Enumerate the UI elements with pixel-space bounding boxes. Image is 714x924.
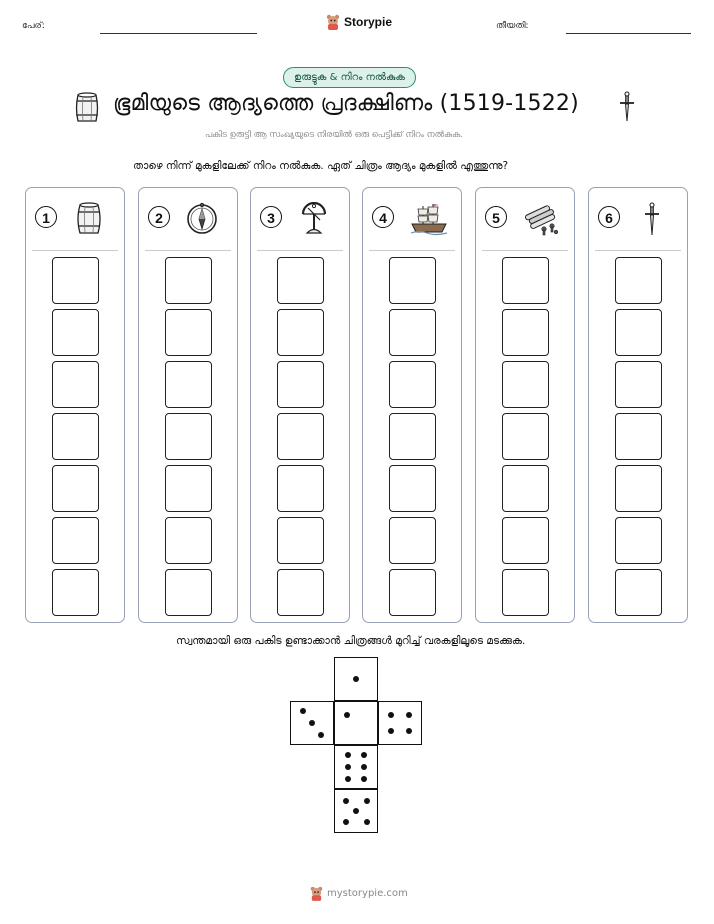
color-box[interactable] — [389, 465, 436, 512]
die-pip — [345, 764, 351, 770]
column-header — [589, 188, 687, 250]
column-divider — [595, 250, 681, 251]
cinnamon-cloves-icon — [522, 202, 556, 236]
die-face-bottom — [334, 789, 378, 833]
die-face-top — [334, 657, 378, 701]
color-box[interactable] — [52, 413, 99, 460]
color-box[interactable] — [615, 309, 662, 356]
color-box[interactable] — [165, 413, 212, 460]
column-4 — [362, 187, 462, 623]
die-pip — [343, 819, 349, 825]
color-box[interactable] — [277, 517, 324, 564]
color-box[interactable] — [52, 465, 99, 512]
die-pip — [364, 819, 370, 825]
die-pip — [388, 728, 394, 734]
die-pip — [361, 776, 367, 782]
column-5 — [475, 187, 575, 623]
color-box[interactable] — [502, 413, 549, 460]
title-barrel-icon — [74, 92, 100, 128]
dagger-icon — [635, 202, 669, 236]
die-pip — [345, 776, 351, 782]
column-header — [476, 188, 574, 250]
activity-type-badge: ഉരുട്ടുക & നിറം നൽകുക — [283, 67, 416, 88]
die-face-lower — [334, 745, 378, 789]
color-box[interactable] — [165, 569, 212, 616]
die-pip — [309, 720, 315, 726]
die-face-left — [290, 701, 334, 745]
color-box[interactable] — [52, 569, 99, 616]
column-header — [363, 188, 461, 250]
color-box[interactable] — [277, 465, 324, 512]
bear-mascot-icon — [310, 886, 323, 901]
column-divider — [257, 250, 343, 251]
color-box[interactable] — [615, 517, 662, 564]
color-box[interactable] — [502, 361, 549, 408]
footer-url[interactable]: mystorypie.com — [327, 888, 408, 899]
name-label: പേര്: — [22, 21, 45, 31]
column-3 — [250, 187, 350, 623]
color-box[interactable] — [389, 517, 436, 564]
color-box[interactable] — [52, 517, 99, 564]
die-pip — [353, 808, 359, 814]
color-box[interactable] — [502, 257, 549, 304]
color-box[interactable] — [52, 361, 99, 408]
question-text: താഴെ നിന്ന് മുകളിലേക്ക് നിറം നൽകുക. ഏത് ചിത്രം ആദ്യം മുകളിൽ എത്തുന്നു? — [133, 160, 509, 172]
brand-logo — [326, 14, 392, 30]
title-dagger-icon — [617, 91, 637, 127]
column-number: 1 — [35, 206, 57, 228]
color-box[interactable] — [615, 257, 662, 304]
die-pip — [344, 712, 350, 718]
color-box[interactable] — [165, 465, 212, 512]
color-box[interactable] — [615, 413, 662, 460]
die-pip — [318, 732, 324, 738]
date-line[interactable] — [566, 33, 691, 34]
ship-icon — [409, 202, 443, 236]
die-pip — [353, 676, 359, 682]
column-number: 4 — [372, 206, 394, 228]
page-title: ഭൂമിയുടെ ആദ്യത്തെ പ്രദക്ഷിണം (1519-1522) — [113, 91, 579, 116]
color-box[interactable] — [165, 309, 212, 356]
die-pip — [300, 708, 306, 714]
brand-name: Storypie — [344, 15, 393, 29]
color-box[interactable] — [615, 569, 662, 616]
color-box[interactable] — [52, 309, 99, 356]
subtitle: പകിട ഉരുട്ടി ആ സംഖ്യയുടെ നിരയിൽ ഒരു പെട്ടിക്ക് നിറം നൽകുക. — [205, 130, 463, 140]
color-box[interactable] — [52, 257, 99, 304]
color-box[interactable] — [502, 309, 549, 356]
die-face-center — [334, 701, 378, 745]
column-number: 6 — [598, 206, 620, 228]
color-box[interactable] — [389, 413, 436, 460]
date-label: തീയതി: — [496, 21, 529, 31]
column-divider — [482, 250, 568, 251]
column-2 — [138, 187, 238, 623]
die-pip — [361, 752, 367, 758]
color-box[interactable] — [277, 569, 324, 616]
die-pip — [406, 712, 412, 718]
color-box[interactable] — [615, 361, 662, 408]
column-header — [26, 188, 124, 250]
column-divider — [32, 250, 118, 251]
column-number: 3 — [260, 206, 282, 228]
color-box[interactable] — [165, 361, 212, 408]
column-header — [251, 188, 349, 250]
column-1 — [25, 187, 125, 623]
column-number: 5 — [485, 206, 507, 228]
column-header — [139, 188, 237, 250]
die-pip — [388, 712, 394, 718]
column-6 — [588, 187, 688, 623]
color-box[interactable] — [389, 361, 436, 408]
color-box[interactable] — [165, 517, 212, 564]
footer — [310, 886, 408, 901]
die-pip — [406, 728, 412, 734]
column-divider — [145, 250, 231, 251]
astrolabe-icon — [297, 202, 331, 236]
color-box[interactable] — [389, 309, 436, 356]
column-divider — [369, 250, 455, 251]
die-instruction: സ്വന്തമായി ഒരു പകിട ഉണ്ടാക്കാൻ ചിത്രങ്ങൾ മുറിച്ച് വരകളിലൂടെ മടക്കുക. — [176, 635, 526, 647]
color-box[interactable] — [615, 465, 662, 512]
color-box[interactable] — [165, 257, 212, 304]
color-box[interactable] — [277, 413, 324, 460]
color-box[interactable] — [389, 257, 436, 304]
color-box[interactable] — [502, 517, 549, 564]
die-face-right — [378, 701, 422, 745]
color-box[interactable] — [277, 309, 324, 356]
barrel-icon — [72, 202, 106, 236]
color-box[interactable] — [277, 257, 324, 304]
die-pip — [361, 764, 367, 770]
die-pip — [364, 798, 370, 804]
color-box[interactable] — [502, 465, 549, 512]
color-box[interactable] — [502, 569, 549, 616]
die-pip — [343, 798, 349, 804]
color-box[interactable] — [277, 361, 324, 408]
color-box[interactable] — [389, 569, 436, 616]
name-line[interactable] — [100, 33, 257, 34]
bear-mascot-icon — [326, 14, 340, 30]
column-number: 2 — [148, 206, 170, 228]
compass-icon — [185, 202, 219, 236]
die-pip — [345, 752, 351, 758]
